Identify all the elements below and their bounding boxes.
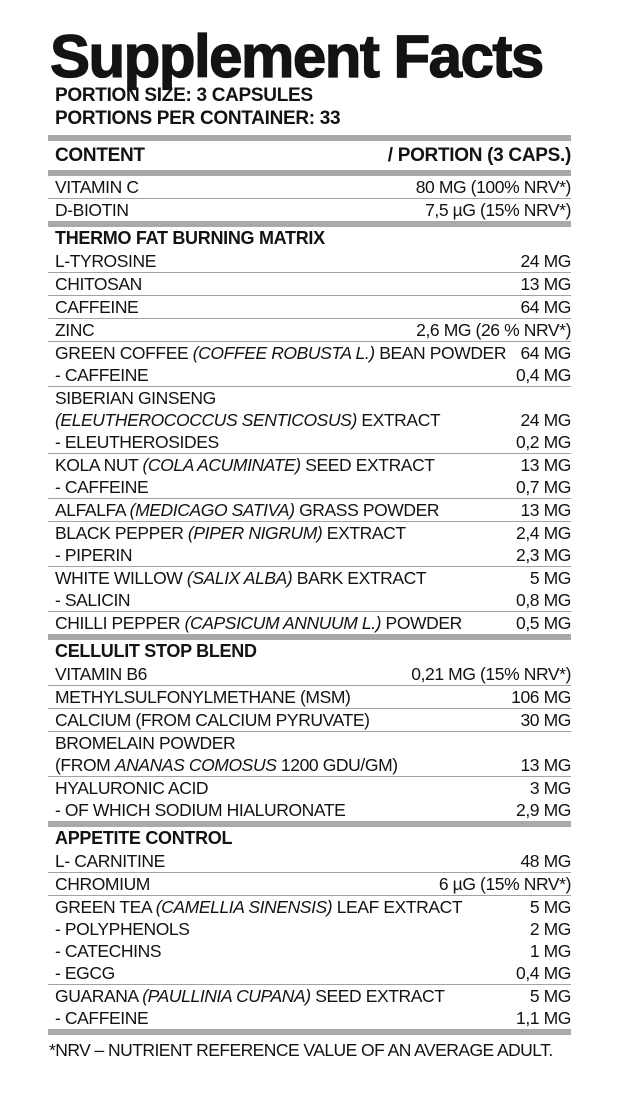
- table-row: [48, 777, 571, 799]
- name-text: BROMELAIN POWDER: [55, 733, 236, 753]
- amount-value: 0,8 MG: [516, 590, 571, 610]
- name-text: - CAFFEINE: [55, 365, 149, 385]
- table-row: [48, 364, 571, 386]
- name-text: (FROM: [55, 755, 115, 775]
- ingredient-name: [55, 873, 150, 895]
- ingredient-name: [55, 454, 435, 476]
- table-header-row: [48, 141, 571, 169]
- name-text: KOLA NUT: [55, 455, 143, 475]
- ingredient-name: [55, 940, 161, 962]
- nrv-footnote: *NRV – NUTRIENT REFERENCE VALUE OF AN AVERAGE ADULT.: [49, 1040, 553, 1060]
- amount-value: 2 MG: [529, 919, 571, 939]
- name-text: LEAF EXTRACT: [332, 897, 463, 917]
- ingredient-name: [55, 663, 147, 685]
- latin-name-text: (ELEUTHEROCOCCUS SENTICOSUS): [55, 410, 357, 430]
- table-row: [48, 940, 571, 962]
- table-row: [48, 896, 571, 918]
- table-row-group: [48, 273, 571, 296]
- name-text: EXTRACT: [322, 523, 406, 543]
- table-row: [48, 273, 571, 295]
- table-row: [48, 319, 571, 341]
- table-row-group: [48, 612, 571, 640]
- table-row-group: [48, 250, 571, 273]
- ingredient-name: [55, 431, 219, 453]
- name-text: CAFFEINE: [55, 297, 139, 317]
- name-text: BARK EXTRACT: [292, 568, 427, 588]
- amount-value: 0,21 MG (15% NRV*): [411, 664, 571, 684]
- ingredient-name: [55, 499, 439, 521]
- table-row-group: [48, 567, 571, 612]
- table-row: [48, 342, 571, 364]
- ingredient-name: [55, 319, 94, 341]
- name-text: L-TYROSINE: [55, 251, 157, 271]
- content-column-header: CONTENT: [55, 145, 145, 166]
- table-row-group: [48, 896, 571, 985]
- name-text: BLACK PEPPER: [55, 523, 188, 543]
- name-text: GRASS POWDER: [294, 500, 440, 520]
- table-row: [48, 409, 571, 431]
- ingredient-name: [55, 850, 165, 872]
- latin-name-text: (COLA ACUMINATE): [142, 455, 301, 475]
- table-row: [48, 732, 571, 754]
- table-row: [48, 176, 571, 198]
- table-row-group: [48, 709, 571, 732]
- table-row: [48, 962, 571, 984]
- ingredient-name: [55, 686, 350, 708]
- table-row: [48, 522, 571, 544]
- ingredient-name: [55, 1007, 148, 1029]
- table-row: [48, 754, 571, 776]
- name-text: CHROMIUM: [55, 874, 150, 894]
- table-row: [48, 612, 571, 634]
- latin-name-text: (CAPSICUM ANNUUM L.): [184, 613, 382, 633]
- table-row-group: [48, 499, 571, 522]
- amount-value: 64 MG: [520, 343, 571, 363]
- name-text: - POLYPHENOLS: [55, 919, 190, 939]
- ingredient-name: [55, 985, 445, 1007]
- latin-name-text: (COFFEE ROBUSTA L.): [192, 343, 375, 363]
- table-row: [48, 589, 571, 611]
- amount-value: 80 MG (100% NRV*): [415, 177, 571, 197]
- amount-value: 5 MG: [529, 897, 571, 917]
- latin-name-text: ANANAS COMOSUS: [114, 755, 277, 775]
- portion-column-header: / PORTION (3 CAPS.): [387, 145, 571, 166]
- latin-name-text: (CAMELLIA SINENSIS): [155, 897, 333, 917]
- table-row: [48, 850, 571, 872]
- latin-name-text: (SALIX ALBA): [186, 568, 293, 588]
- name-text: - EGCG: [55, 963, 115, 983]
- table-row: [48, 1007, 571, 1029]
- name-text: GREEN COFFEE: [55, 343, 193, 363]
- amount-value: 1 MG: [529, 941, 571, 961]
- table-row-group: [48, 387, 571, 454]
- name-text: 1200 GDU/GM): [276, 755, 398, 775]
- ingredient-name: [55, 409, 440, 431]
- name-text: - PIPERIN: [55, 545, 133, 565]
- ingredient-name: [55, 544, 132, 566]
- table-row: [48, 250, 571, 272]
- amount-value: 1,1 MG: [516, 1008, 571, 1028]
- table-row-group: [48, 850, 571, 873]
- ingredient-name: [55, 962, 115, 984]
- latin-name-text: (PIPER NIGRUM): [187, 523, 323, 543]
- amount-value: 5 MG: [529, 568, 571, 588]
- amount-value: 13 MG: [520, 755, 571, 775]
- table-row: [48, 873, 571, 895]
- ingredient-name: [55, 250, 156, 272]
- table-row-group: [48, 522, 571, 567]
- table-row: [48, 499, 571, 521]
- name-text: - OF WHICH SODIUM HIALURONATE: [55, 800, 346, 820]
- amount-value: 5 MG: [529, 986, 571, 1006]
- amount-value: 13 MG: [520, 455, 571, 475]
- table-row: [48, 454, 571, 476]
- ingredient-name: [55, 777, 208, 799]
- table-row: [48, 476, 571, 498]
- table-row-group: [48, 777, 571, 827]
- table-row: [48, 985, 571, 1007]
- name-text: SEED EXTRACT: [300, 455, 435, 475]
- amount-value: 0,4 MG: [516, 365, 571, 385]
- amount-value: 2,9 MG: [516, 800, 571, 820]
- facts-table-body: [48, 176, 571, 1035]
- amount-value: 3 MG: [529, 778, 571, 798]
- name-text: WHITE WILLOW: [55, 568, 187, 588]
- ingredient-name: [55, 612, 462, 634]
- name-text: ZINC: [55, 320, 95, 340]
- name-text: - CAFFEINE: [55, 1008, 149, 1028]
- section-header: CELLULIT STOP BLEND: [55, 641, 257, 661]
- name-text: BEAN POWDER: [374, 343, 507, 363]
- table-row: [48, 799, 571, 821]
- amount-value: 24 MG: [520, 251, 571, 271]
- table-row: [48, 709, 571, 731]
- amount-value: 6 µG (15% NRV*): [438, 874, 571, 894]
- name-text: VITAMIN C: [55, 177, 139, 197]
- name-text: GUARANA: [55, 986, 143, 1006]
- name-text: - SALICIN: [55, 590, 131, 610]
- table-row-group: [48, 296, 571, 319]
- ingredient-name: [55, 199, 129, 221]
- portions-per-container-line: PORTIONS PER CONTAINER: 33: [55, 108, 341, 129]
- amount-value: 13 MG: [520, 500, 571, 520]
- amount-value: 24 MG: [520, 410, 571, 430]
- table-row-group: [48, 176, 571, 199]
- ingredient-name: [55, 522, 406, 544]
- name-text: SIBERIAN GINSENG: [55, 388, 216, 408]
- table-row-group: [48, 985, 571, 1035]
- name-text: CALCIUM (FROM CALCIUM PYRUVATE): [55, 710, 370, 730]
- ingredient-name: [55, 364, 148, 386]
- name-text: METHYLSULFONYLMETHANE (MSM): [55, 687, 351, 707]
- amount-value: 106 MG: [511, 687, 571, 707]
- table-row: [48, 199, 571, 221]
- ingredient-name: [55, 918, 190, 940]
- name-text: ALFALFA: [55, 500, 130, 520]
- table-row: [48, 544, 571, 566]
- ingredient-name: [55, 709, 370, 731]
- amount-value: 0,5 MG: [516, 613, 571, 633]
- amount-value: 13 MG: [520, 274, 571, 294]
- section-header: APPETITE CONTROL: [55, 828, 233, 848]
- table-row: [48, 387, 571, 409]
- amount-value: 30 MG: [520, 710, 571, 730]
- ingredient-name: [55, 589, 130, 611]
- table-row-group: [48, 319, 571, 342]
- table-row-group: [48, 342, 571, 387]
- table-row: [48, 567, 571, 589]
- name-text: VITAMIN B6: [55, 664, 147, 684]
- latin-name-text: (MEDICAGO SATIVA): [129, 500, 295, 520]
- amount-value: 64 MG: [520, 297, 571, 317]
- name-text: CHILLI PEPPER: [55, 613, 185, 633]
- amount-value: 2,6 MG (26 % NRV*): [416, 320, 571, 340]
- latin-name-text: (PAULLINIA CUPANA): [142, 986, 311, 1006]
- portion-size-line: PORTION SIZE: 3 CAPSULES: [55, 85, 313, 106]
- name-text: CHITOSAN: [55, 274, 142, 294]
- ingredient-name: [55, 176, 139, 198]
- ingredient-name: [55, 296, 138, 318]
- amount-value: 48 MG: [520, 851, 571, 871]
- amount-value: 7,5 µG (15% NRV*): [425, 200, 571, 220]
- name-text: D-BIOTIN: [55, 200, 129, 220]
- ingredient-name: [55, 567, 426, 589]
- ingredient-name: [55, 342, 506, 364]
- ingredient-name: [55, 732, 235, 754]
- name-text: - CAFFEINE: [55, 477, 149, 497]
- table-row-group: [48, 199, 571, 227]
- table-row-group: [48, 686, 571, 709]
- amount-value: 0,4 MG: [516, 963, 571, 983]
- name-text: L- CARNITINE: [55, 851, 165, 871]
- ingredient-name: [55, 273, 142, 295]
- table-row-group: [48, 732, 571, 777]
- amount-value: 0,2 MG: [516, 432, 571, 452]
- ingredient-name: [55, 754, 398, 776]
- table-row-group: [48, 873, 571, 896]
- table-row: [48, 686, 571, 708]
- name-text: HYALURONIC ACID: [55, 778, 209, 798]
- amount-value: 2,4 MG: [516, 523, 571, 543]
- ingredient-name: [55, 476, 148, 498]
- table-row: [48, 431, 571, 453]
- page-title: Supplement Facts: [50, 23, 543, 90]
- name-text: SEED EXTRACT: [310, 986, 445, 1006]
- name-text: POWDER: [381, 613, 462, 633]
- ingredient-name: [55, 387, 216, 409]
- amount-value: 0,7 MG: [516, 477, 571, 497]
- ingredient-name: [55, 799, 345, 821]
- table-row: [48, 663, 571, 685]
- table-row-group: [48, 663, 571, 686]
- table-row-group: [48, 454, 571, 499]
- name-text: - CATECHINS: [55, 941, 162, 961]
- name-text: - ELEUTHEROSIDES: [55, 432, 219, 452]
- ingredient-name: [55, 896, 462, 918]
- name-text: EXTRACT: [356, 410, 441, 430]
- table-row: [48, 296, 571, 318]
- name-text: GREEN TEA: [55, 897, 156, 917]
- table-row: [48, 918, 571, 940]
- amount-value: 2,3 MG: [516, 545, 571, 565]
- section-header: THERMO FAT BURNING MATRIX: [55, 228, 325, 248]
- supplement-facts-panel: [48, 0, 571, 1062]
